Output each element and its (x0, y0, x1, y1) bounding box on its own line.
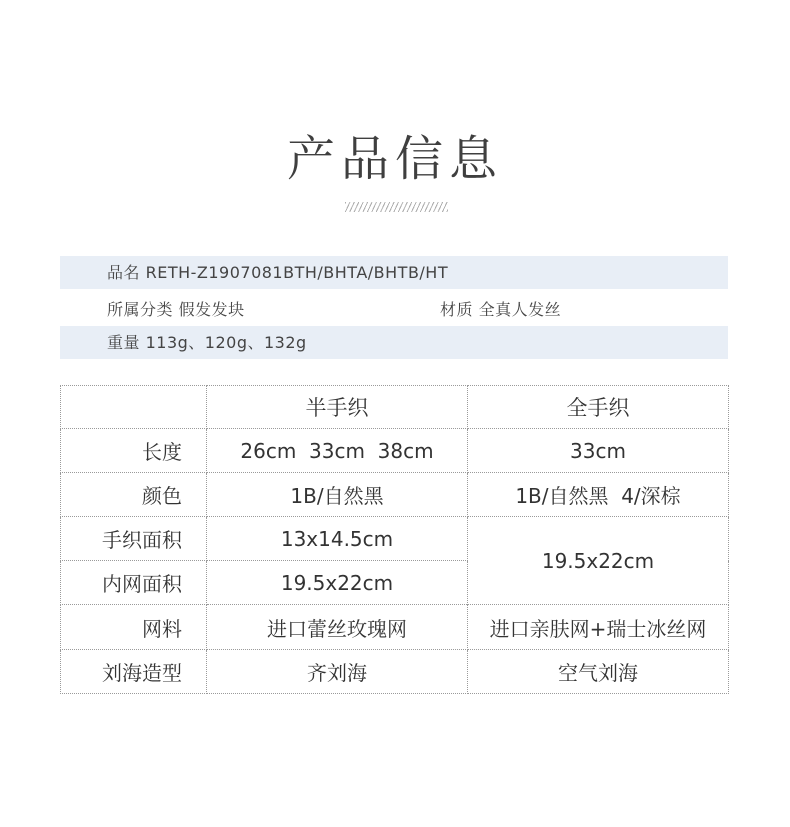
header-cell-empty (61, 386, 207, 429)
header-cell-full-hand: 全手织 (468, 386, 729, 429)
table-row (61, 473, 729, 517)
title-divider (345, 202, 448, 212)
info-row-product-name (60, 256, 728, 289)
row-label: 刘海造型 (61, 650, 207, 694)
half-hand-value: 13x14.5cm (207, 517, 468, 561)
table-header-row (61, 386, 729, 429)
category-text: 所属分类 假发发块 (107, 300, 245, 319)
row-label: 手织面积 (61, 517, 207, 561)
full-hand-value: 进口亲肤网+瑞士冰丝网 (468, 605, 729, 650)
half-hand-value: 1B/自然黑 (207, 473, 468, 517)
full-hand-value: 19.5x22cm (468, 517, 729, 605)
table-row (61, 650, 729, 694)
half-hand-value: 26cm 33cm 38cm (207, 429, 468, 473)
row-label: 颜色 (61, 473, 207, 517)
half-hand-value: 进口蕾丝玫瑰网 (207, 605, 468, 650)
row-label: 网料 (61, 605, 207, 650)
table-row (61, 429, 729, 473)
full-hand-value: 1B/自然黑 4/深棕 (468, 473, 729, 517)
info-row-category-material (60, 293, 728, 326)
info-row-weight (60, 326, 728, 359)
table-row (61, 605, 729, 650)
page-title: 产品信息 (286, 131, 503, 187)
full-hand-value: 空气刘海 (468, 650, 729, 694)
weight-text: 重量 113g、120g、132g (107, 333, 307, 352)
row-label: 长度 (61, 429, 207, 473)
product-name-text: 品名 RETH-Z1907081BTH/BHTA/BHTB/HT (107, 263, 449, 282)
material-text: 材质 全真人发丝 (440, 300, 562, 319)
spec-table (60, 385, 729, 694)
half-hand-value: 齐刘海 (207, 650, 468, 694)
half-hand-value: 19.5x22cm (207, 561, 468, 605)
row-label: 内网面积 (61, 561, 207, 605)
header-cell-half-hand: 半手织 (207, 386, 468, 429)
full-hand-value: 33cm (468, 429, 729, 473)
table-row (61, 517, 729, 561)
